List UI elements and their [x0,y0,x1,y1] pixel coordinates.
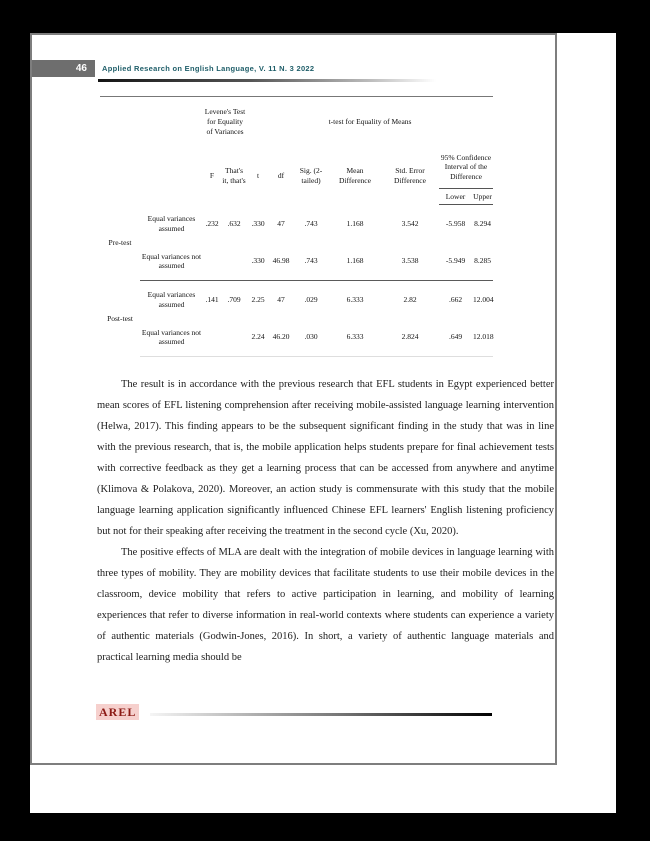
value-cell: .649 [439,319,472,357]
value-cell [221,243,247,281]
ttest-results-table [100,96,493,357]
col-header-df: df [277,170,285,180]
body-paragraph-2: The positive effects of MLA are dealt with the integration of mobile devices in language learning with three types of mobility. They are mobility devices that facilitate students to use their mobile devices in the classroom, device mobility that refers to active participation in learning, and mobility of learning experiences that refer to diverse information in real-world contexts where students can experience a variety of authentic materials (Godwin-Jones, 2016). In short, a variety of authentic language materials and practical learning media should be [97,547,554,663]
variances-label: Equal variances not assumed [140,319,203,357]
value-cell: .330 [247,243,269,281]
value-cell: 2.25 [251,294,265,304]
value-cell: 6.333 [329,319,381,357]
col-header-std-error: Std. Error Difference [394,165,426,185]
journal-header: Applied Research on English Language, V. 11 N. 3 2022 [102,64,315,73]
value-cell: 1.168 [346,218,364,228]
value-cell: 1.168 [329,243,381,281]
value-cell: .743 [304,218,318,228]
group-header-ttest: t-test for Equality of Means [247,97,493,147]
value-cell: 12.004 [473,294,494,304]
footer-logo: AREL [96,704,139,720]
value-cell: .632 [227,218,241,228]
col-header-confidence-interval: 95% Confidence Interval of the Difference [439,147,493,189]
corner-cell [100,147,203,205]
value-cell: .029 [304,294,318,304]
value-cell: .743 [293,243,329,281]
value-cell: .141 [205,294,219,304]
results-table-container [100,96,493,357]
body-text [97,374,554,668]
value-cell: 2.824 [381,319,439,357]
col-header-sig: That's it, that's [222,165,246,185]
table-row [100,205,493,243]
value-cell: -5.949 [439,243,472,281]
value-cell: 12.018 [472,319,493,357]
value-cell: 8.285 [472,243,493,281]
footer-rule [150,713,492,716]
value-cell: .232 [205,218,219,228]
value-cell [221,319,247,357]
col-header-sig2tailed: Sig. (2-tailed) [299,165,323,185]
group-header-levene: Levene's Test for Equality of Variances [203,97,247,147]
value-cell: 6.333 [346,294,364,304]
row-label-pretest: Pre-test [108,237,132,247]
variances-label: Equal variances not assumed [140,243,203,281]
value-cell: 47 [277,294,285,304]
value-cell: .709 [227,294,241,304]
value-cell: 3.538 [381,243,439,281]
col-header-f: F [209,170,215,180]
value-cell: 47 [277,218,285,228]
value-cell: 2.24 [247,319,269,357]
value-cell: 8.294 [474,218,491,228]
journal-page [30,33,616,813]
page-number: 46 [75,63,87,74]
header-rule [98,79,436,82]
body-paragraph-1: The result is in accordance with the previous research that EFL students in Egypt experienced better mean scores of EFL listening comprehension after receiving mobile-assisted language learning intervention (Helwa, 2017). This finding appears to be the subsequent significant finding in the study that was in line with the previous research, that is, the mobile application helps students prepare for final achievement tests with corrective feedback as they get a learning process that can be accessed from anywhere and anytime (Klimova & Polakova, 2020). Moreover, an action study is commensurate with this study that the mobile language learning application significantly influenced Chinese EFL learners' English listening proficiency but not for their speaking after receiving the treatment in the second cycle (Xu, 2020). [97,379,554,537]
value-cell [203,319,221,357]
value-cell: .330 [251,218,265,228]
value-cell: 3.542 [401,218,419,228]
corner-cell [100,97,203,147]
table-row [100,243,493,281]
value-cell [203,243,221,281]
page-number-badge [32,60,95,77]
col-header-t: t [256,170,260,180]
col-header-mean-difference: Mean Difference [339,165,371,185]
variances-label: Equal variances assumed [147,213,196,233]
row-label-posttest: Post-test [107,313,133,323]
value-cell: -5.958 [445,218,466,228]
value-cell: 2.82 [403,294,417,304]
value-cell: .030 [293,319,329,357]
col-header-upper: Upper [472,189,493,205]
value-cell: .662 [448,294,463,304]
value-cell: 46.20 [269,319,293,357]
value-cell: 46.98 [269,243,293,281]
table-row [100,319,493,357]
col-header-lower: Lower [439,189,472,205]
table-row [100,281,493,319]
variances-label: Equal variances assumed [147,290,196,309]
